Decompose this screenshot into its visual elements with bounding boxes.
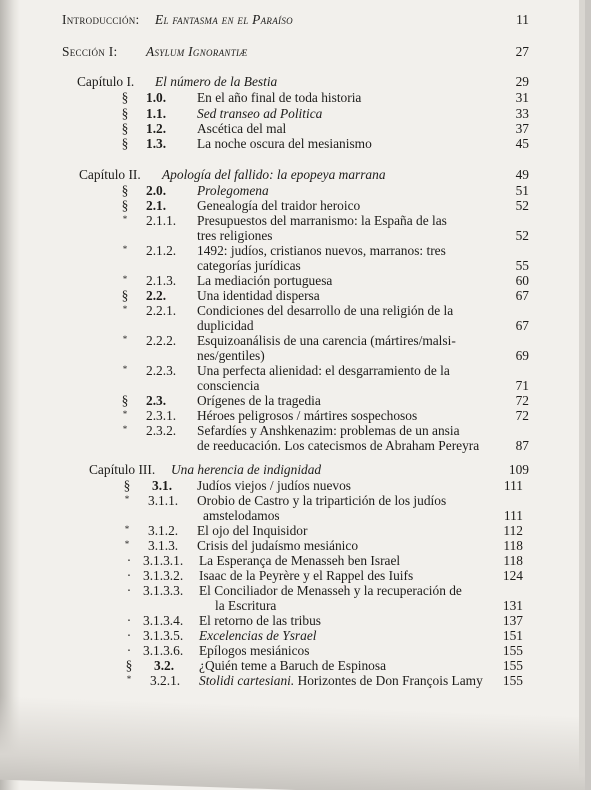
page-number: 71 (515, 378, 529, 393)
page-number: 155 (502, 673, 523, 688)
entry-title: Condiciones del desarrollo de una religión de la (197, 303, 454, 318)
toc-section-introduccion (0, 12, 585, 28)
entry-number: 2.2.1. (146, 303, 177, 318)
section-label: Introducción: (62, 12, 140, 27)
toc-chapter-3 (0, 462, 585, 478)
entry-number: 3.1.3.4. (143, 613, 184, 628)
subsection-mark: * (122, 214, 128, 224)
entry-title-continued: amstelodamos (203, 508, 280, 523)
subsection-mark: * (124, 494, 130, 504)
entry-title-continued: categorías jurídicas (197, 258, 301, 273)
chapter-label: Capítulo I. (77, 74, 135, 89)
toc-entry (0, 493, 585, 509)
toc-entry (0, 583, 585, 599)
entry-number: 2.2.2. (146, 333, 177, 348)
entry-number: 2.3.2. (146, 423, 177, 438)
section-mark: § (121, 393, 129, 408)
section-label: Sección I: (62, 44, 118, 59)
entry-number: 3.1.3.1. (143, 553, 184, 568)
entry-title: Crisis del judaísmo mesiánico (197, 538, 359, 553)
subsection-mark: * (122, 364, 128, 374)
entry-title: Una perfecta alienidad: el desgarramiento de la (197, 363, 450, 378)
entry-number: 2.1.1. (146, 213, 177, 228)
page-number: 118 (503, 553, 523, 568)
toc-entry (0, 333, 585, 349)
entry-number: 1.3. (146, 136, 167, 151)
entry-title: El ojo del Inquisidor (197, 523, 308, 538)
page-number: 111 (503, 508, 523, 523)
page-number: 155 (502, 658, 523, 673)
entry-number: 3.1.3.3. (143, 583, 184, 598)
entry-title: El Conciliador de Menasseh y la recuperación de (199, 583, 462, 598)
entry-title-continued: de reeducación. Los catecismos de Abraham Pereyra (197, 438, 480, 453)
page-number: 137 (502, 613, 523, 628)
entry-title: Sed transeo ad Politica (197, 106, 323, 121)
page-number: 155 (502, 643, 523, 658)
toc-entry (0, 478, 585, 494)
entry-title: En el año final de toda historia (197, 90, 362, 105)
entry-title: Excelencias de Ysrael (199, 628, 317, 643)
page-number: 112 (503, 523, 523, 538)
entry-title: La mediación portuguesa (197, 273, 333, 288)
entry-number: 3.2. (154, 658, 175, 673)
page-number: 29 (515, 74, 529, 89)
bullet-mark: · (126, 628, 132, 643)
toc-chapter-2 (0, 167, 585, 183)
toc-entry (0, 658, 585, 674)
entry-title: Ascética del mal (197, 121, 287, 136)
page-number: 67 (515, 288, 529, 303)
section-mark: § (121, 198, 129, 213)
entry-title: Presupuestos del marranismo: la España de las (197, 213, 447, 228)
entry-title (199, 673, 483, 689)
page-number: 131 (502, 598, 523, 613)
subsection-mark: * (122, 304, 128, 314)
entry-title: Orobio de Castro y la tripartición de los judíos (197, 493, 447, 508)
chapter-title: El número de la Bestia (155, 74, 278, 89)
entry-number: 3.1.3.2. (143, 568, 184, 583)
toc-entry (0, 643, 585, 659)
subsection-mark: * (122, 409, 128, 419)
page-number: 109 (508, 462, 529, 477)
toc-entry (0, 553, 585, 569)
page-number: 27 (515, 44, 529, 59)
page-bottom-shadow (0, 696, 585, 790)
page-number: 52 (515, 198, 529, 213)
section-mark: § (121, 90, 129, 105)
page-number: 49 (515, 167, 529, 182)
section-mark: § (121, 121, 129, 136)
bullet-mark: · (126, 553, 132, 568)
toc-entry (0, 198, 585, 214)
entry-number: 3.1.3.5. (143, 628, 184, 643)
page-number: 55 (515, 258, 529, 273)
toc-entry (0, 613, 585, 629)
toc-entry (0, 288, 585, 304)
bullet-mark: · (126, 568, 132, 583)
entry-title-continued: nes/gentiles) (197, 348, 265, 363)
entry-title: Epílogos mesiánicos (199, 643, 310, 658)
toc-entry (0, 423, 585, 439)
section-title: Asylum Ignorantiæ (146, 44, 248, 59)
section-title: El fantasma en el Paraíso (155, 12, 293, 27)
page-number: 72 (515, 408, 529, 423)
entry-number: 3.1.1. (148, 493, 179, 508)
toc-entry (0, 136, 585, 152)
entry-title: Prolegomena (197, 183, 269, 198)
entry-title: Orígenes de la tragedia (197, 393, 321, 408)
entry-title: La noche oscura del mesianismo (197, 136, 372, 151)
page-number: 11 (516, 12, 529, 27)
entry-number: 3.1. (152, 478, 173, 493)
entry-number: 3.1.2. (148, 523, 179, 538)
subsection-mark: * (124, 539, 130, 549)
toc-entry (0, 303, 585, 319)
page-number: 87 (515, 438, 529, 453)
toc-entry (0, 363, 585, 379)
page-number: 31 (515, 90, 529, 105)
toc-section-1 (0, 44, 585, 60)
toc-entry-continued (0, 598, 585, 614)
subsection-mark: * (122, 274, 128, 284)
toc-entry (0, 523, 585, 539)
bullet-mark: · (126, 583, 132, 598)
toc-entry (0, 90, 585, 106)
entry-title: ¿Quién teme a Baruch de Espinosa (199, 658, 387, 673)
entry-number: 2.1. (146, 198, 167, 213)
entry-number: 1.1. (146, 106, 167, 121)
chapter-title: Una herencia de indignidad (171, 462, 322, 477)
page-number: 124 (502, 568, 523, 583)
page-number: 69 (515, 348, 529, 363)
toc-entry-continued (0, 348, 585, 364)
page-number: 67 (515, 318, 529, 333)
entry-title: Sefardíes y Anshkenazim: problemas de un ansia (197, 423, 460, 438)
page-number: 118 (503, 538, 523, 553)
entry-title: Una identidad dispersa (197, 288, 320, 303)
entry-number: 3.2.1. (150, 673, 181, 688)
entry-title: Genealogía del traidor heroico (197, 198, 361, 213)
toc-chapter-1 (0, 74, 585, 90)
entry-number: 2.1.3. (146, 273, 177, 288)
page-number: 37 (515, 121, 529, 136)
entry-number: 2.3.1. (146, 408, 177, 423)
toc-entry-continued (0, 228, 585, 244)
page-number: 45 (515, 136, 529, 151)
section-mark: § (125, 658, 133, 673)
entry-title-italic: Stolidi cartesiani. (199, 673, 295, 688)
entry-title-continued: consciencia (197, 378, 260, 393)
toc-entry (0, 273, 585, 289)
chapter-label: Capítulo II. (79, 167, 141, 182)
toc-entry (0, 538, 585, 554)
toc-entry (0, 628, 585, 644)
subsection-mark: * (122, 334, 128, 344)
page-number: 33 (515, 106, 529, 121)
entry-title-continued: duplicidad (197, 318, 254, 333)
page-number: 51 (515, 183, 529, 198)
entry-title: Héroes peligrosos / mártires sospechosos (197, 408, 418, 423)
entry-title-rest: Horizontes de Don François Lamy (294, 673, 483, 688)
entry-number: 2.1.2. (146, 243, 177, 258)
entry-title-continued: la Escritura (215, 598, 277, 613)
entry-number: 3.1.3. (148, 538, 179, 553)
toc-entry (0, 121, 585, 137)
entry-number: 1.2. (146, 121, 167, 136)
toc-entry (0, 393, 585, 409)
toc-entry-continued (0, 258, 585, 274)
page-number: 151 (502, 628, 523, 643)
section-mark: § (121, 288, 129, 303)
toc-entry-continued (0, 318, 585, 334)
entry-number: 1.0. (146, 90, 167, 105)
section-mark: § (121, 183, 129, 198)
chapter-label: Capítulo III. (89, 462, 156, 477)
entry-number: 2.2.3. (146, 363, 177, 378)
bullet-mark: · (126, 643, 132, 658)
toc-entry (0, 408, 585, 424)
entry-title-continued: tres religiones (197, 228, 273, 243)
toc-entry (0, 673, 585, 689)
section-mark: § (123, 478, 131, 493)
entry-number: 2.0. (146, 183, 167, 198)
section-mark: § (121, 136, 129, 151)
toc-entry (0, 213, 585, 229)
toc-entry-continued (0, 508, 585, 524)
toc-entry (0, 106, 585, 122)
entry-title: 1492: judíos, cristianos nuevos, marranos: tres (197, 243, 446, 258)
subsection-mark: * (122, 424, 128, 434)
entry-number: 2.2. (146, 288, 167, 303)
page-number: 72 (515, 393, 529, 408)
entry-number: 3.1.3.6. (143, 643, 184, 658)
page-number: 60 (515, 273, 529, 288)
subsection-mark: * (126, 674, 132, 684)
toc-entry (0, 568, 585, 584)
section-mark: § (121, 106, 129, 121)
subsection-mark: * (122, 244, 128, 254)
toc-entry-continued (0, 378, 585, 394)
entry-title: Judíos viejos / judíos nuevos (197, 478, 351, 493)
toc-entry-continued (0, 438, 585, 454)
toc-entry (0, 243, 585, 259)
bullet-mark: · (126, 613, 132, 628)
entry-title: El retorno de las tribus (199, 613, 321, 628)
chapter-title: Apología del fallido: la epopeya marrana (162, 167, 386, 182)
entry-title: Esquizoanálisis de una carencia (mártires/malsi- (197, 333, 456, 348)
page-number: 111 (503, 478, 523, 493)
entry-title: La Esperança de Menasseh ben Israel (199, 553, 401, 568)
page-number: 52 (515, 228, 529, 243)
subsection-mark: * (124, 524, 130, 534)
entry-title: Isaac de la Peyrère y el Rappel des Iuifs (199, 568, 414, 583)
toc-entry (0, 183, 585, 199)
entry-number: 2.3. (146, 393, 167, 408)
